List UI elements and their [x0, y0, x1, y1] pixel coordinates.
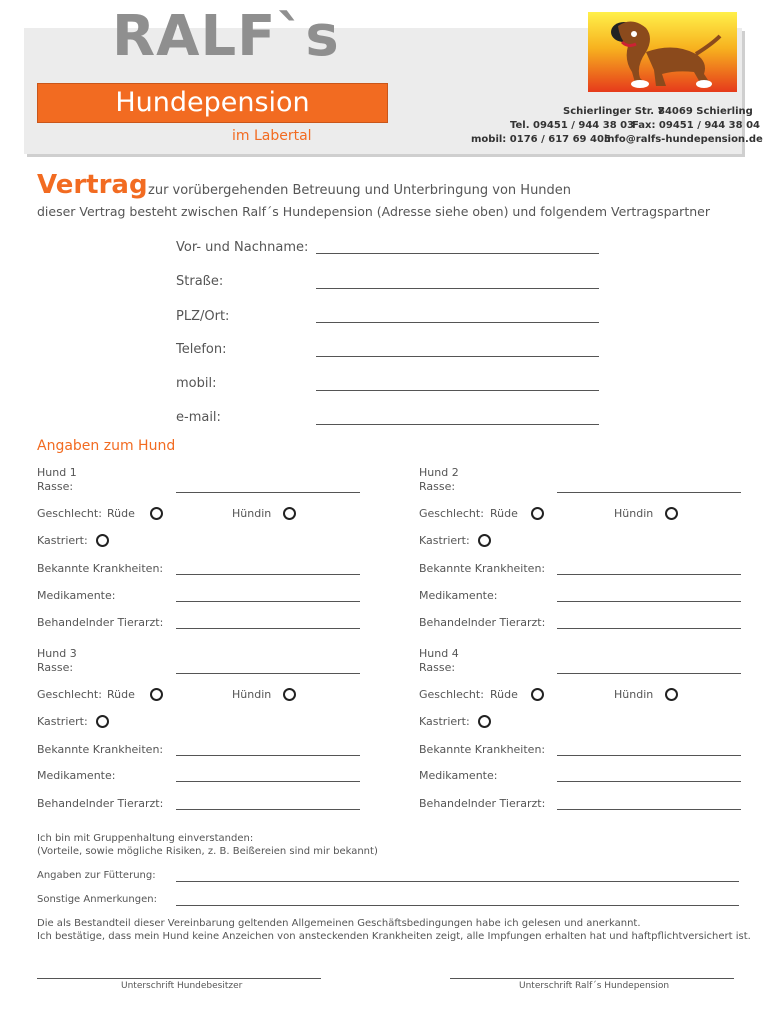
dog-4-title: Hund 4: [419, 647, 459, 660]
brand-tagline: im Labertal: [232, 128, 312, 144]
dog-2-breed-label: Rasse:: [419, 480, 456, 493]
mobile-field[interactable]: [316, 390, 599, 391]
dog-4-breed-field[interactable]: [557, 673, 741, 674]
dog-3-medication-field[interactable]: [176, 781, 360, 782]
email-field[interactable]: [316, 424, 599, 425]
dog-1-neutered-label: Kastriert:: [37, 534, 88, 547]
dog-3-male-label: Rüde: [107, 688, 135, 701]
dog-2-medication-label: Medikamente:: [419, 589, 498, 602]
email-label: e-mail:: [176, 410, 221, 425]
mobile-number: mobil: 0176 / 617 69 405: [471, 134, 611, 145]
group-consent-line2: (Vorteile, sowie mögliche Risiken, z. B. Beißereien sind mir bekannt): [37, 846, 378, 857]
contract-title: Vertrag: [37, 170, 148, 200]
dog-2-title: Hund 2: [419, 466, 459, 479]
phone-number: Tel. 09451 / 944 38 03: [510, 120, 635, 131]
name-field[interactable]: [316, 253, 599, 254]
dog-3-title: Hund 3: [37, 647, 77, 660]
dog-2-vet-field[interactable]: [557, 628, 741, 629]
plz-field[interactable]: [316, 322, 599, 323]
fax-number: Fax: 09451 / 944 38 04: [632, 120, 760, 131]
dog-1-male-label: Rüde: [107, 507, 135, 520]
dog-4-sex-label: Geschlecht:: [419, 688, 484, 701]
dog-4-neutered-radio[interactable]: [478, 715, 491, 728]
owner-signature-label: Unterschrift Hundebesitzer: [121, 981, 243, 991]
dog-3-male-radio[interactable]: [150, 688, 163, 701]
pension-signature-field[interactable]: [450, 978, 734, 979]
brand-name: RALF`s: [112, 4, 340, 69]
dog-1-sex-label: Geschlecht:: [37, 507, 102, 520]
dog-1-female-label: Hündin: [232, 507, 272, 520]
notes-label: Sonstige Anmerkungen:: [37, 894, 157, 905]
dog-1-illness-label: Bekannte Krankheiten:: [37, 562, 164, 575]
dog-4-illness-field[interactable]: [557, 755, 741, 756]
dog-logo-image: [588, 12, 737, 92]
dog-1-vet-label: Behandelnder Tierarzt:: [37, 616, 164, 629]
dog-3-neutered-label: Kastriert:: [37, 715, 88, 728]
email-address: info@ralfs-hundepension.de: [604, 134, 763, 145]
dog-4-medication-field[interactable]: [557, 781, 741, 782]
dog-3-breed-label: Rasse:: [37, 661, 74, 674]
address-city: 84069 Schierling: [658, 106, 753, 117]
dog-4-male-label: Rüde: [490, 688, 518, 701]
dog-2-illness-label: Bekannte Krankheiten:: [419, 562, 546, 575]
group-consent-line1: Ich bin mit Gruppenhaltung einverstanden:: [37, 833, 254, 844]
name-label: Vor- und Nachname:: [176, 240, 309, 255]
street-label: Straße:: [176, 274, 224, 289]
dog-1-breed-label: Rasse:: [37, 480, 74, 493]
dog-1-female-radio[interactable]: [283, 507, 296, 520]
mobile-label: mobil:: [176, 376, 217, 391]
dog-3-female-radio[interactable]: [283, 688, 296, 701]
dog-4-breed-label: Rasse:: [419, 661, 456, 674]
owner-signature-field[interactable]: [37, 978, 321, 979]
phone-label: Telefon:: [176, 342, 227, 357]
dog-1-neutered-radio[interactable]: [96, 534, 109, 547]
notes-field[interactable]: [176, 905, 739, 906]
address-street: Schierlinger Str. 7: [563, 106, 665, 117]
brand-subtitle: Hundepension: [37, 83, 388, 123]
dog-2-male-label: Rüde: [490, 507, 518, 520]
dog-4-illness-label: Bekannte Krankheiten:: [419, 743, 546, 756]
dog-3-neutered-radio[interactable]: [96, 715, 109, 728]
dog-4-vet-field[interactable]: [557, 809, 741, 810]
dog-2-sex-label: Geschlecht:: [419, 507, 484, 520]
agreement-line1: Die als Bestandteil dieser Vereinbarung geltenden Allgemeinen Geschäftsbedingungen habe ich gelesen und anerkannt.: [37, 918, 641, 929]
dog-1-vet-field[interactable]: [176, 628, 360, 629]
dog-3-vet-label: Behandelnder Tierarzt:: [37, 797, 164, 810]
dog-2-male-radio[interactable]: [531, 507, 544, 520]
dog-2-female-label: Hündin: [614, 507, 654, 520]
dog-1-breed-field[interactable]: [176, 492, 360, 493]
dog-3-vet-field[interactable]: [176, 809, 360, 810]
dog-1-title: Hund 1: [37, 466, 77, 479]
dog-2-neutered-radio[interactable]: [478, 534, 491, 547]
dog-4-female-label: Hündin: [614, 688, 654, 701]
dog-3-sex-label: Geschlecht:: [37, 688, 102, 701]
plz-label: PLZ/Ort:: [176, 309, 230, 324]
dog-1-medication-label: Medikamente:: [37, 589, 116, 602]
feeding-label: Angaben zur Fütterung:: [37, 870, 156, 881]
dogs-section-title: Angaben zum Hund: [37, 438, 176, 454]
contract-intro: dieser Vertrag besteht zwischen Ralf´s Hundepension (Adresse siehe oben) und folgendem Vertragspartner: [37, 204, 710, 219]
dog-2-illness-field[interactable]: [557, 574, 741, 575]
dog-3-female-label: Hündin: [232, 688, 272, 701]
feeding-field[interactable]: [176, 881, 739, 882]
dog-4-male-radio[interactable]: [531, 688, 544, 701]
dog-4-female-radio[interactable]: [665, 688, 678, 701]
contract-subtitle: zur vorübergehenden Betreuung und Unterbringung von Hunden: [148, 183, 572, 198]
dog-4-medication-label: Medikamente:: [419, 769, 498, 782]
dog-2-breed-field[interactable]: [557, 492, 741, 493]
pension-signature-label: Unterschrift Ralf´s Hundepension: [519, 981, 670, 991]
dog-2-female-radio[interactable]: [665, 507, 678, 520]
dog-4-vet-label: Behandelnder Tierarzt:: [419, 797, 546, 810]
street-field[interactable]: [316, 288, 599, 289]
dog-cartoon-icon: [588, 12, 737, 92]
dog-1-illness-field[interactable]: [176, 574, 360, 575]
dog-2-medication-field[interactable]: [557, 601, 741, 602]
dog-3-illness-field[interactable]: [176, 755, 360, 756]
dog-2-vet-label: Behandelnder Tierarzt:: [419, 616, 546, 629]
dog-3-medication-label: Medikamente:: [37, 769, 116, 782]
agreement-line2: Ich bestätige, dass mein Hund keine Anzeichen von ansteckenden Krankheiten zeigt, alle Impfungen erhalten hat und haftpflichtversichert ist.: [37, 931, 751, 942]
dog-3-illness-label: Bekannte Krankheiten:: [37, 743, 164, 756]
dog-2-neutered-label: Kastriert:: [419, 534, 470, 547]
dog-4-neutered-label: Kastriert:: [419, 715, 470, 728]
phone-field[interactable]: [316, 356, 599, 357]
dog-1-male-radio[interactable]: [150, 507, 163, 520]
dog-3-breed-field[interactable]: [176, 673, 360, 674]
dog-1-medication-field[interactable]: [176, 601, 360, 602]
